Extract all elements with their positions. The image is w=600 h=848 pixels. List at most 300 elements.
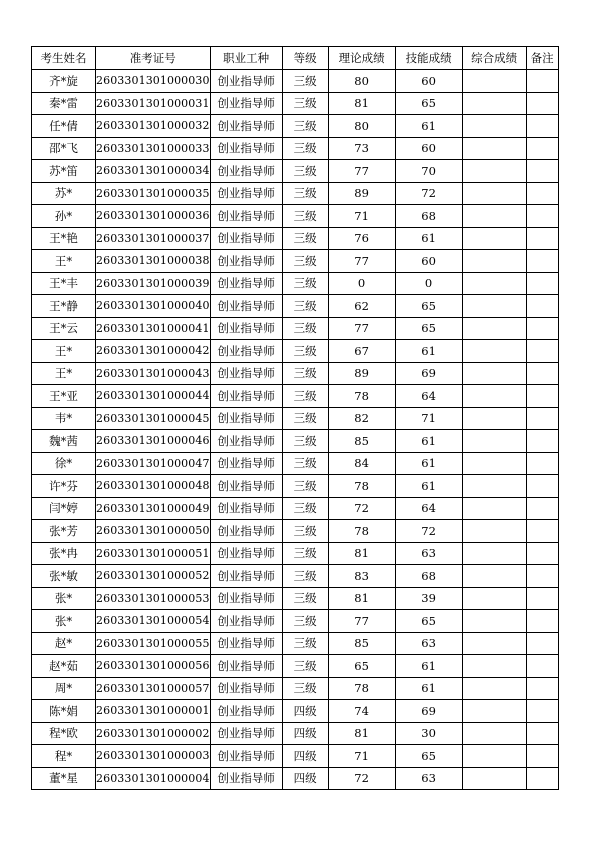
- cell-level: 三级: [282, 610, 328, 633]
- cell-exam-id: 2603301301000002: [96, 722, 211, 745]
- cell-theory-score: 73: [328, 137, 395, 160]
- cell-note: [526, 475, 558, 498]
- cell-exam-id: 2603301301000042: [96, 340, 211, 363]
- cell-name: 孙*: [32, 205, 96, 228]
- cell-skill-score: 61: [395, 227, 462, 250]
- cell-skill-score: 72: [395, 182, 462, 205]
- cell-skill-score: 61: [395, 677, 462, 700]
- cell-theory-score: 77: [328, 160, 395, 183]
- table-row: [32, 182, 559, 205]
- cell-total-score: [462, 722, 526, 745]
- cell-level: 三级: [282, 587, 328, 610]
- cell-skill-score: 71: [395, 407, 462, 430]
- cell-theory-score: 83: [328, 565, 395, 588]
- cell-theory-score: 78: [328, 677, 395, 700]
- cell-name: 王*: [32, 340, 96, 363]
- cell-level: 三级: [282, 385, 328, 408]
- cell-name: 王*亚: [32, 385, 96, 408]
- cell-skill-score: 60: [395, 70, 462, 93]
- table-body: [32, 70, 559, 790]
- cell-exam-id: 2603301301000030: [96, 70, 211, 93]
- cell-skill-score: 60: [395, 137, 462, 160]
- cell-total-score: [462, 92, 526, 115]
- cell-note: [526, 160, 558, 183]
- cell-occupation: 创业指导师: [210, 137, 282, 160]
- table-row: [32, 137, 559, 160]
- cell-total-score: [462, 632, 526, 655]
- cell-level: 三级: [282, 655, 328, 678]
- cell-theory-score: 81: [328, 722, 395, 745]
- table-row: [32, 520, 559, 543]
- cell-level: 三级: [282, 542, 328, 565]
- cell-level: 三级: [282, 115, 328, 138]
- cell-note: [526, 610, 558, 633]
- cell-theory-score: 85: [328, 430, 395, 453]
- cell-exam-id: 2603301301000004: [96, 767, 211, 790]
- cell-exam-id: 2603301301000043: [96, 362, 211, 385]
- cell-total-score: [462, 137, 526, 160]
- cell-note: [526, 385, 558, 408]
- cell-note: [526, 340, 558, 363]
- cell-level: 三级: [282, 407, 328, 430]
- cell-exam-id: 2603301301000051: [96, 542, 211, 565]
- header-row: [32, 47, 559, 70]
- cell-level: 三级: [282, 272, 328, 295]
- cell-name: 王*: [32, 362, 96, 385]
- cell-occupation: 创业指导师: [210, 565, 282, 588]
- cell-total-score: [462, 182, 526, 205]
- cell-name: 程*欧: [32, 722, 96, 745]
- cell-occupation: 创业指导师: [210, 92, 282, 115]
- cell-total-score: [462, 475, 526, 498]
- cell-name: 王*丰: [32, 272, 96, 295]
- cell-occupation: 创业指导师: [210, 362, 282, 385]
- cell-occupation: 创业指导师: [210, 205, 282, 228]
- cell-exam-id: 2603301301000003: [96, 745, 211, 768]
- cell-note: [526, 92, 558, 115]
- cell-occupation: 创业指导师: [210, 317, 282, 340]
- cell-exam-id: 2603301301000050: [96, 520, 211, 543]
- cell-name: 董*星: [32, 767, 96, 790]
- cell-occupation: 创业指导师: [210, 430, 282, 453]
- table-row: [32, 767, 559, 790]
- cell-total-score: [462, 497, 526, 520]
- table-row: [32, 632, 559, 655]
- cell-skill-score: 65: [395, 317, 462, 340]
- cell-name: 赵*茹: [32, 655, 96, 678]
- cell-level: 三级: [282, 317, 328, 340]
- cell-theory-score: 80: [328, 115, 395, 138]
- cell-level: 三级: [282, 295, 328, 318]
- table-row: [32, 362, 559, 385]
- table-row: [32, 407, 559, 430]
- cell-level: 三级: [282, 497, 328, 520]
- cell-occupation: 创业指导师: [210, 655, 282, 678]
- cell-name: 张*: [32, 587, 96, 610]
- table-row: [32, 250, 559, 273]
- table-row: [32, 497, 559, 520]
- cell-exam-id: 2603301301000036: [96, 205, 211, 228]
- cell-occupation: 创业指导师: [210, 632, 282, 655]
- cell-total-score: [462, 317, 526, 340]
- table-row: [32, 340, 559, 363]
- cell-level: 三级: [282, 182, 328, 205]
- table-row: [32, 385, 559, 408]
- cell-occupation: 创业指导师: [210, 610, 282, 633]
- cell-level: 三级: [282, 205, 328, 228]
- cell-level: 三级: [282, 137, 328, 160]
- cell-level: 三级: [282, 677, 328, 700]
- cell-skill-score: 60: [395, 250, 462, 273]
- cell-note: [526, 655, 558, 678]
- cell-note: [526, 587, 558, 610]
- cell-exam-id: 2603301301000049: [96, 497, 211, 520]
- cell-name: 周*: [32, 677, 96, 700]
- cell-level: 三级: [282, 250, 328, 273]
- cell-occupation: 创业指导师: [210, 677, 282, 700]
- table-row: [32, 452, 559, 475]
- cell-total-score: [462, 452, 526, 475]
- cell-theory-score: 84: [328, 452, 395, 475]
- table-row: [32, 115, 559, 138]
- table-row: [32, 227, 559, 250]
- cell-total-score: [462, 295, 526, 318]
- cell-note: [526, 250, 558, 273]
- cell-skill-score: 65: [395, 610, 462, 633]
- table-row: [32, 160, 559, 183]
- cell-total-score: [462, 700, 526, 723]
- cell-total-score: [462, 385, 526, 408]
- cell-occupation: 创业指导师: [210, 700, 282, 723]
- cell-theory-score: 82: [328, 407, 395, 430]
- cell-skill-score: 63: [395, 542, 462, 565]
- cell-name: 韦*: [32, 407, 96, 430]
- cell-level: 三级: [282, 362, 328, 385]
- cell-name: 王*云: [32, 317, 96, 340]
- cell-exam-id: 2603301301000052: [96, 565, 211, 588]
- cell-exam-id: 2603301301000057: [96, 677, 211, 700]
- cell-exam-id: 2603301301000032: [96, 115, 211, 138]
- cell-total-score: [462, 115, 526, 138]
- header-occupation: 职业工种: [210, 47, 282, 70]
- cell-exam-id: 2603301301000041: [96, 317, 211, 340]
- cell-theory-score: 78: [328, 520, 395, 543]
- cell-occupation: 创业指导师: [210, 115, 282, 138]
- cell-theory-score: 67: [328, 340, 395, 363]
- cell-skill-score: 68: [395, 205, 462, 228]
- cell-total-score: [462, 205, 526, 228]
- cell-note: [526, 632, 558, 655]
- cell-level: 三级: [282, 430, 328, 453]
- cell-occupation: 创业指导师: [210, 475, 282, 498]
- cell-theory-score: 72: [328, 497, 395, 520]
- cell-total-score: [462, 160, 526, 183]
- cell-total-score: [462, 655, 526, 678]
- cell-theory-score: 76: [328, 227, 395, 250]
- cell-theory-score: 71: [328, 745, 395, 768]
- cell-theory-score: 81: [328, 542, 395, 565]
- cell-name: 苏*笛: [32, 160, 96, 183]
- cell-name: 苏*: [32, 182, 96, 205]
- cell-note: [526, 272, 558, 295]
- header-skill-score: 技能成绩: [395, 47, 462, 70]
- cell-note: [526, 430, 558, 453]
- cell-name: 王*艳: [32, 227, 96, 250]
- header-exam-id: 准考证号: [96, 47, 211, 70]
- cell-theory-score: 89: [328, 182, 395, 205]
- cell-occupation: 创业指导师: [210, 182, 282, 205]
- cell-occupation: 创业指导师: [210, 767, 282, 790]
- cell-skill-score: 63: [395, 767, 462, 790]
- cell-skill-score: 61: [395, 655, 462, 678]
- table-row: [32, 317, 559, 340]
- cell-note: [526, 700, 558, 723]
- cell-level: 三级: [282, 565, 328, 588]
- cell-skill-score: 30: [395, 722, 462, 745]
- cell-occupation: 创业指导师: [210, 520, 282, 543]
- cell-occupation: 创业指导师: [210, 587, 282, 610]
- cell-total-score: [462, 272, 526, 295]
- cell-note: [526, 362, 558, 385]
- cell-exam-id: 2603301301000031: [96, 92, 211, 115]
- cell-exam-id: 2603301301000055: [96, 632, 211, 655]
- cell-occupation: 创业指导师: [210, 542, 282, 565]
- cell-exam-id: 2603301301000035: [96, 182, 211, 205]
- cell-exam-id: 2603301301000039: [96, 272, 211, 295]
- cell-total-score: [462, 430, 526, 453]
- cell-skill-score: 61: [395, 452, 462, 475]
- cell-note: [526, 767, 558, 790]
- header-note: 备注: [526, 47, 558, 70]
- cell-name: 魏*茜: [32, 430, 96, 453]
- cell-level: 三级: [282, 227, 328, 250]
- cell-exam-id: 2603301301000054: [96, 610, 211, 633]
- cell-occupation: 创业指导师: [210, 227, 282, 250]
- cell-skill-score: 65: [395, 745, 462, 768]
- table-row: [32, 655, 559, 678]
- cell-skill-score: 70: [395, 160, 462, 183]
- table-row: [32, 677, 559, 700]
- cell-level: 三级: [282, 632, 328, 655]
- cell-note: [526, 677, 558, 700]
- cell-theory-score: 78: [328, 385, 395, 408]
- cell-name: 王*: [32, 250, 96, 273]
- cell-total-score: [462, 362, 526, 385]
- cell-occupation: 创业指导师: [210, 407, 282, 430]
- cell-note: [526, 205, 558, 228]
- cell-name: 张*敏: [32, 565, 96, 588]
- cell-total-score: [462, 745, 526, 768]
- cell-total-score: [462, 340, 526, 363]
- cell-name: 张*芳: [32, 520, 96, 543]
- table-row: [32, 722, 559, 745]
- cell-theory-score: 80: [328, 70, 395, 93]
- cell-skill-score: 65: [395, 295, 462, 318]
- cell-note: [526, 722, 558, 745]
- table-row: [32, 475, 559, 498]
- table-row: [32, 430, 559, 453]
- cell-name: 齐*旋: [32, 70, 96, 93]
- table-row: [32, 92, 559, 115]
- cell-skill-score: 61: [395, 475, 462, 498]
- cell-name: 赵*: [32, 632, 96, 655]
- cell-note: [526, 227, 558, 250]
- cell-exam-id: 2603301301000044: [96, 385, 211, 408]
- cell-skill-score: 64: [395, 497, 462, 520]
- cell-exam-id: 2603301301000056: [96, 655, 211, 678]
- table-row: [32, 745, 559, 768]
- cell-name: 闫*婷: [32, 497, 96, 520]
- cell-theory-score: 89: [328, 362, 395, 385]
- cell-note: [526, 520, 558, 543]
- cell-exam-id: 2603301301000037: [96, 227, 211, 250]
- cell-exam-id: 2603301301000033: [96, 137, 211, 160]
- cell-skill-score: 65: [395, 92, 462, 115]
- cell-skill-score: 64: [395, 385, 462, 408]
- cell-exam-id: 2603301301000053: [96, 587, 211, 610]
- cell-total-score: [462, 520, 526, 543]
- table-row: [32, 295, 559, 318]
- cell-theory-score: 81: [328, 92, 395, 115]
- cell-level: 四级: [282, 722, 328, 745]
- cell-note: [526, 497, 558, 520]
- cell-note: [526, 745, 558, 768]
- cell-exam-id: 2603301301000045: [96, 407, 211, 430]
- cell-total-score: [462, 250, 526, 273]
- cell-exam-id: 2603301301000048: [96, 475, 211, 498]
- cell-skill-score: 61: [395, 115, 462, 138]
- cell-skill-score: 69: [395, 700, 462, 723]
- cell-level: 三级: [282, 520, 328, 543]
- cell-skill-score: 39: [395, 587, 462, 610]
- cell-occupation: 创业指导师: [210, 340, 282, 363]
- cell-level: 三级: [282, 92, 328, 115]
- table-row: [32, 587, 559, 610]
- cell-level: 三级: [282, 70, 328, 93]
- cell-note: [526, 182, 558, 205]
- cell-level: 四级: [282, 700, 328, 723]
- cell-note: [526, 295, 558, 318]
- cell-occupation: 创业指导师: [210, 250, 282, 273]
- cell-exam-id: 2603301301000001: [96, 700, 211, 723]
- cell-skill-score: 69: [395, 362, 462, 385]
- score-table: [31, 46, 559, 790]
- cell-skill-score: 68: [395, 565, 462, 588]
- cell-exam-id: 2603301301000034: [96, 160, 211, 183]
- cell-name: 张*冉: [32, 542, 96, 565]
- cell-skill-score: 0: [395, 272, 462, 295]
- header-name: 考生姓名: [32, 47, 96, 70]
- cell-level: 四级: [282, 767, 328, 790]
- cell-name: 许*芬: [32, 475, 96, 498]
- cell-theory-score: 81: [328, 587, 395, 610]
- header-level: 等级: [282, 47, 328, 70]
- cell-skill-score: 61: [395, 340, 462, 363]
- cell-theory-score: 72: [328, 767, 395, 790]
- cell-note: [526, 137, 558, 160]
- cell-name: 张*: [32, 610, 96, 633]
- cell-theory-score: 71: [328, 205, 395, 228]
- cell-occupation: 创业指导师: [210, 160, 282, 183]
- cell-total-score: [462, 587, 526, 610]
- cell-occupation: 创业指导师: [210, 722, 282, 745]
- table-row: [32, 205, 559, 228]
- cell-theory-score: 65: [328, 655, 395, 678]
- cell-theory-score: 77: [328, 610, 395, 633]
- table-row: [32, 542, 559, 565]
- cell-occupation: 创业指导师: [210, 385, 282, 408]
- cell-skill-score: 61: [395, 430, 462, 453]
- cell-total-score: [462, 767, 526, 790]
- cell-exam-id: 2603301301000046: [96, 430, 211, 453]
- cell-level: 三级: [282, 475, 328, 498]
- cell-note: [526, 565, 558, 588]
- cell-name: 秦*雷: [32, 92, 96, 115]
- cell-total-score: [462, 565, 526, 588]
- cell-name: 邵*飞: [32, 137, 96, 160]
- cell-total-score: [462, 610, 526, 633]
- cell-level: 三级: [282, 160, 328, 183]
- cell-theory-score: 62: [328, 295, 395, 318]
- cell-theory-score: 0: [328, 272, 395, 295]
- cell-exam-id: 2603301301000040: [96, 295, 211, 318]
- cell-note: [526, 452, 558, 475]
- cell-occupation: 创业指导师: [210, 497, 282, 520]
- cell-note: [526, 542, 558, 565]
- cell-total-score: [462, 70, 526, 93]
- header-total-score: 综合成绩: [462, 47, 526, 70]
- cell-exam-id: 2603301301000038: [96, 250, 211, 273]
- cell-skill-score: 72: [395, 520, 462, 543]
- table-row: [32, 565, 559, 588]
- cell-note: [526, 317, 558, 340]
- cell-total-score: [462, 227, 526, 250]
- cell-occupation: 创业指导师: [210, 272, 282, 295]
- cell-level: 三级: [282, 340, 328, 363]
- cell-name: 程*: [32, 745, 96, 768]
- cell-note: [526, 70, 558, 93]
- cell-occupation: 创业指导师: [210, 745, 282, 768]
- cell-occupation: 创业指导师: [210, 452, 282, 475]
- cell-name: 陈*娟: [32, 700, 96, 723]
- cell-exam-id: 2603301301000047: [96, 452, 211, 475]
- cell-occupation: 创业指导师: [210, 70, 282, 93]
- cell-theory-score: 77: [328, 317, 395, 340]
- cell-theory-score: 85: [328, 632, 395, 655]
- cell-name: 任*倩: [32, 115, 96, 138]
- cell-total-score: [462, 677, 526, 700]
- cell-name: 王*静: [32, 295, 96, 318]
- cell-note: [526, 407, 558, 430]
- cell-level: 四级: [282, 745, 328, 768]
- cell-theory-score: 77: [328, 250, 395, 273]
- table-row: [32, 610, 559, 633]
- table-row: [32, 70, 559, 93]
- cell-name: 徐*: [32, 452, 96, 475]
- score-sheet: [31, 46, 559, 790]
- cell-skill-score: 63: [395, 632, 462, 655]
- table-row: [32, 272, 559, 295]
- cell-theory-score: 74: [328, 700, 395, 723]
- header-theory-score: 理论成绩: [328, 47, 395, 70]
- table-row: [32, 700, 559, 723]
- cell-level: 三级: [282, 452, 328, 475]
- cell-theory-score: 78: [328, 475, 395, 498]
- cell-total-score: [462, 407, 526, 430]
- cell-occupation: 创业指导师: [210, 295, 282, 318]
- cell-note: [526, 115, 558, 138]
- cell-total-score: [462, 542, 526, 565]
